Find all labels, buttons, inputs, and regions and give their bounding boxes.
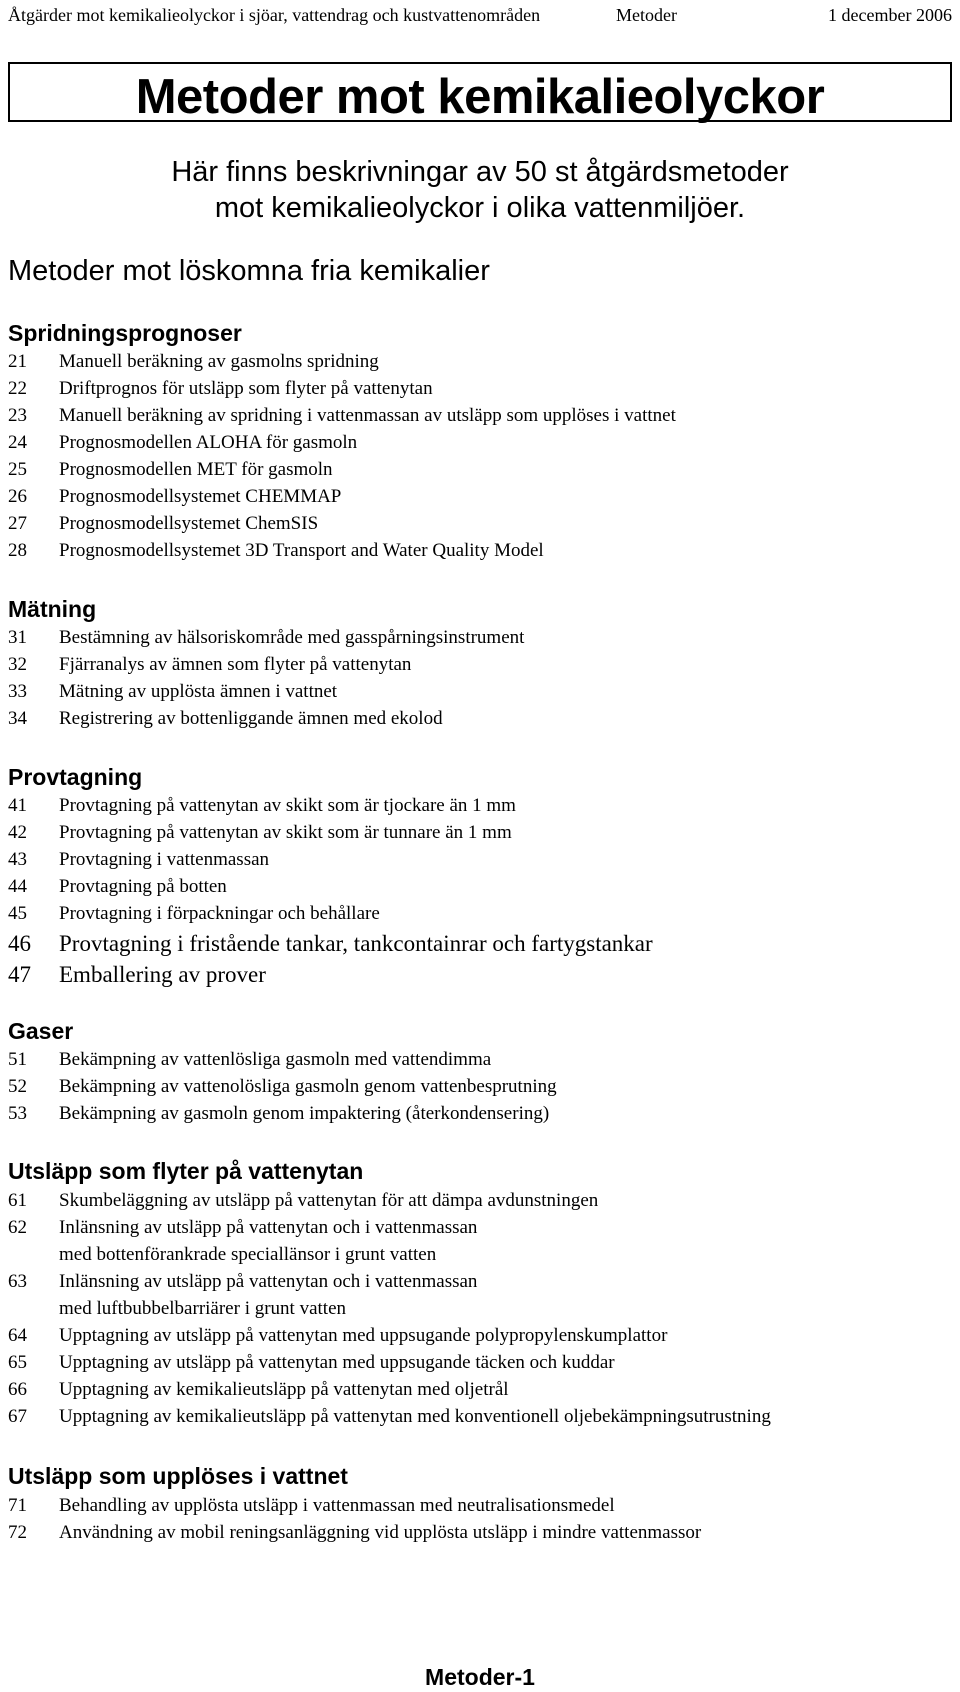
list-item — [8, 1522, 701, 1544]
item-text: Provtagning i fristående tankar, tankcontainrar och fartygstankar — [59, 931, 653, 956]
item-text: Fjärranalys av ämnen som flyter på vattenytan — [59, 654, 412, 675]
section-heading-gaser: Gaser — [8, 1018, 74, 1044]
item-text: Prognosmodellen ALOHA för gasmoln — [59, 432, 358, 453]
item-number: 25 — [8, 459, 27, 480]
item-number: 24 — [8, 432, 27, 453]
running-header — [8, 5, 952, 26]
list-item — [8, 1271, 477, 1293]
section-heading-provtagning: Provtagning — [8, 764, 143, 790]
list-item — [8, 1217, 477, 1239]
header-date: 1 december 2006 — [828, 5, 952, 25]
list-item — [8, 378, 433, 400]
item-number: 45 — [8, 903, 27, 924]
section-heading-spridningsprognoser: Spridningsprognoser — [8, 320, 242, 346]
list-item — [8, 351, 379, 373]
item-text: Emballering av prover — [59, 962, 266, 987]
item-text: Bestämning av hälsoriskområde med gasspårningsinstrument — [59, 627, 525, 648]
list-item — [8, 1049, 491, 1071]
item-text: Bekämpning av vattenlösliga gasmoln med vattendimma — [59, 1049, 492, 1070]
header-section: Metoder — [616, 5, 677, 25]
item-text: Upptagning av kemikalieutsläpp på vattenytan med konventionell oljebekämpningsutrustning — [59, 1406, 771, 1427]
item-number: 52 — [8, 1076, 27, 1097]
item-text: Inlänsning av utsläpp på vattenytan och i vattenmassan — [59, 1217, 478, 1238]
item-number: 21 — [8, 351, 27, 372]
list-item — [8, 432, 357, 454]
item-text: Bekämpning av vattenolösliga gasmoln genom vattenbesprutning — [59, 1076, 557, 1097]
list-item — [8, 849, 269, 871]
list-item — [8, 405, 676, 427]
main-heading: Metoder mot löskomna fria kemikalier — [8, 255, 490, 287]
item-text: Skumbeläggning av utsläpp på vattenytan för att dämpa avdunstningen — [59, 1190, 599, 1211]
item-continuation: med luftbubbelbarriärer i grunt vatten — [59, 1298, 347, 1319]
item-number: 44 — [8, 876, 27, 897]
item-text: Driftprognos för utsläpp som flyter på vattenytan — [59, 378, 433, 399]
list-item — [8, 822, 512, 844]
item-text: Upptagning av utsläpp på vattenytan med uppsugande polypropylenskumplattor — [59, 1325, 668, 1346]
item-text: Prognosmodellsystemet 3D Transport and Water Quality Model — [59, 540, 544, 561]
item-text: Mätning av upplösta ämnen i vattnet — [59, 681, 338, 702]
list-item — [8, 459, 333, 481]
item-number: 64 — [8, 1325, 27, 1346]
item-text: Provtagning i förpackningar och behållare — [59, 903, 380, 924]
item-number: 23 — [8, 405, 27, 426]
item-text: Behandling av upplösta utsläpp i vattenmassan med neutralisationsmedel — [59, 1495, 615, 1516]
item-number: 72 — [8, 1522, 27, 1543]
list-item — [8, 1190, 598, 1212]
item-number: 43 — [8, 849, 27, 870]
item-number: 32 — [8, 654, 27, 675]
item-text: Provtagning på vattenytan av skikt som är tjockare än 1 mm — [59, 795, 516, 816]
list-item — [8, 513, 318, 535]
item-text: Upptagning av utsläpp på vattenytan med uppsugande täcken och kuddar — [59, 1352, 615, 1373]
item-text: Användning av mobil reningsanläggning vid upplösta utsläpp i mindre vattenmassor — [59, 1522, 702, 1543]
list-item — [8, 681, 337, 703]
item-number: 63 — [8, 1271, 27, 1292]
list-item — [8, 1495, 615, 1517]
item-text: Prognosmodellen MET för gasmoln — [59, 459, 333, 480]
section-heading-utslapp-upploses: Utsläpp som upplöses i vattnet — [8, 1463, 348, 1489]
item-text: Prognosmodellsystemet CHEMMAP — [59, 486, 342, 507]
intro-line-1: Här finns beskrivningar av 50 st åtgärdsmetoder — [171, 156, 789, 188]
item-number: 67 — [8, 1406, 27, 1427]
list-item — [8, 795, 516, 817]
list-item — [8, 627, 524, 649]
item-number: 26 — [8, 486, 27, 507]
list-item — [8, 486, 341, 508]
item-number: 66 — [8, 1379, 27, 1400]
item-text: Provtagning i vattenmassan — [59, 849, 270, 870]
page-title: Metoder mot kemikalieolyckor — [135, 70, 825, 124]
item-text: Registrering av bottenliggande ämnen med ekolod — [59, 708, 443, 729]
page-footer: Metoder-1 — [425, 1664, 535, 1690]
item-number: 34 — [8, 708, 27, 729]
item-number: 31 — [8, 627, 27, 648]
intro-text — [0, 154, 960, 226]
list-item — [8, 962, 266, 988]
item-number: 27 — [8, 513, 27, 534]
list-item — [8, 1352, 615, 1374]
title-box — [8, 62, 952, 122]
item-text: Manuell beräkning av spridning i vattenmassan av utsläpp som upplöses i vattnet — [59, 405, 676, 426]
item-number: 33 — [8, 681, 27, 702]
item-number: 51 — [8, 1049, 27, 1070]
list-item — [8, 903, 380, 925]
list-item — [8, 708, 443, 730]
list-item — [8, 1103, 549, 1125]
list-item — [8, 540, 544, 562]
list-item — [8, 876, 227, 898]
item-text: Inlänsning av utsläpp på vattenytan och i vattenmassan — [59, 1271, 478, 1292]
header-document-title: Åtgärder mot kemikalieolyckor i sjöar, vattendrag och kustvattenområden — [8, 5, 541, 25]
item-number: 62 — [8, 1217, 27, 1238]
list-item — [8, 1325, 667, 1347]
list-item — [8, 1379, 509, 1401]
item-number: 41 — [8, 795, 27, 816]
item-number: 65 — [8, 1352, 27, 1373]
section-heading-matning: Mätning — [8, 596, 97, 622]
item-number: 46 — [8, 931, 31, 956]
item-text: Prognosmodellsystemet ChemSIS — [59, 513, 319, 534]
item-number: 61 — [8, 1190, 27, 1211]
item-number: 28 — [8, 540, 27, 561]
item-text: Provtagning på botten — [59, 876, 227, 897]
list-item — [8, 931, 653, 957]
item-number: 22 — [8, 378, 27, 399]
item-text: Upptagning av kemikalieutsläpp på vattenytan med oljetrål — [59, 1379, 509, 1400]
section-heading-utslapp-flyter: Utsläpp som flyter på vattenytan — [8, 1158, 364, 1184]
item-continuation: med bottenförankrade speciallänsor i grunt vatten — [59, 1244, 437, 1265]
item-number: 53 — [8, 1103, 27, 1124]
list-item — [8, 1406, 771, 1428]
item-number: 42 — [8, 822, 27, 843]
list-item — [8, 1076, 557, 1098]
item-text: Provtagning på vattenytan av skikt som är tunnare än 1 mm — [59, 822, 512, 843]
item-text: Bekämpning av gasmoln genom impaktering (återkondensering) — [59, 1103, 550, 1124]
list-item — [8, 654, 411, 676]
item-text: Manuell beräkning av gasmolns spridning — [59, 351, 379, 372]
item-number: 71 — [8, 1495, 27, 1516]
intro-line-2: mot kemikalieolyckor i olika vattenmiljöer. — [214, 192, 746, 224]
item-number: 47 — [8, 962, 31, 987]
